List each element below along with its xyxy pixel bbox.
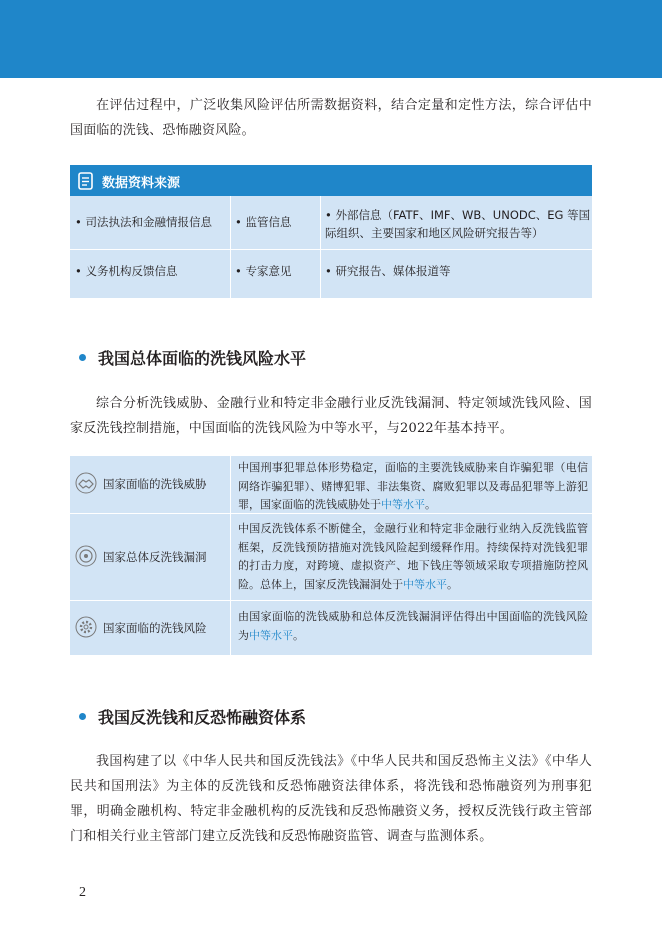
section-heading-text: 我国总体面临的洗钱风险水平 bbox=[98, 349, 307, 368]
divider bbox=[230, 456, 231, 655]
risk-level-paragraph: 综合分析洗钱威胁、金融行业和特定非金融行业反洗钱漏洞、特定领域洗钱风险、国家反洗钱控制措施，中国面临的洗钱风险为中等水平，与2022年基本持平。 bbox=[70, 396, 592, 436]
data-sources-header bbox=[70, 165, 592, 196]
source-expert: • 专家意见 bbox=[235, 264, 292, 278]
risk-text-end: 。 bbox=[425, 498, 436, 511]
risk-text: 中国刑事犯罪总体形势稳定，面临的主要洗钱威胁来自诈骗犯罪（电信网络诈骗犯罪）、赌博犯罪、非法集资、腐败犯罪以及毒品犯罪等上游犯罪，国家面临的洗钱威胁处于 bbox=[238, 461, 588, 511]
aml-system-paragraph: 我国构建了以《中华人民共和国反洗钱法》《中华人民共和国反恐怖主义法》《中华人民共和国刑法》为主体的反洗钱和反恐怖融资法律体系，将洗钱和恐怖融资列为刑事犯罪，明确金融机构、特定非金融机构的反洗钱和反恐怖融资义务，授权反洗钱行政主管部门和相关行业主管部门建立反洗钱和反恐怖融资监管、调查与监测体系。 bbox=[70, 754, 592, 844]
risk-level-highlight: 中等水平 bbox=[381, 498, 425, 511]
page-number: 2 bbox=[79, 885, 86, 900]
divider bbox=[320, 196, 321, 298]
bullet-dot bbox=[79, 713, 86, 720]
section-heading-risk-level bbox=[79, 346, 306, 369]
vault-icon bbox=[74, 544, 98, 568]
risk-label: 国家总体反洗钱漏洞 bbox=[103, 550, 207, 564]
risk-text: 由国家面临的洗钱威胁和总体反洗钱漏洞评估得出中国面临的洗钱风险为 bbox=[238, 610, 588, 642]
risk-table bbox=[70, 456, 592, 655]
header-band bbox=[0, 0, 662, 78]
source-obligated-institutions: • 义务机构反馈信息 bbox=[75, 264, 178, 278]
risk-text: 中国反洗钱体系不断健全，金融行业和特定非金融行业纳入反洗钱监管框架，反洗钱预防措施对洗钱风险起到缓释作用。持续保持对洗钱犯罪的打击力度，对跨境、虚拟资产、地下钱庄等领域采取专项措施防控风险。总体上，国家反洗钱漏洞处于 bbox=[238, 522, 588, 591]
intro-paragraph: 在评估过程中，广泛收集风险评估所需数据资料，结合定量和定性方法，综合评估中国面临的洗钱、恐怖融资风险。 bbox=[70, 98, 592, 138]
risk-description bbox=[238, 608, 588, 645]
risk-label: 国家面临的洗钱威胁 bbox=[103, 477, 207, 491]
risk-row-label-cell bbox=[70, 456, 230, 513]
document-icon bbox=[77, 171, 95, 191]
divider bbox=[230, 196, 231, 298]
source-research-media: • 研究报告、媒体报道等 bbox=[325, 264, 451, 278]
risk-description bbox=[238, 520, 588, 594]
source-judicial: • 司法执法和金融情报信息 bbox=[75, 215, 212, 229]
bullet-dot bbox=[79, 354, 86, 361]
source-regulatory: • 监管信息 bbox=[235, 215, 292, 229]
data-sources-box bbox=[70, 165, 592, 298]
risk-text-end: 。 bbox=[293, 628, 304, 642]
gear-icon bbox=[74, 615, 98, 639]
section-heading-aml-system bbox=[79, 705, 306, 728]
section-heading-text: 我国反洗钱和反恐怖融资体系 bbox=[98, 708, 307, 727]
risk-level-highlight: 中等水平 bbox=[249, 628, 293, 642]
risk-description bbox=[238, 459, 588, 515]
data-sources-title: 数据资料来源 bbox=[102, 176, 181, 191]
divider bbox=[70, 249, 592, 250]
risk-row-label-cell bbox=[70, 600, 230, 655]
handshake-icon bbox=[74, 471, 98, 495]
risk-row-label-cell bbox=[70, 513, 230, 600]
source-external: • 外部信息（FATF、IMF、WB、UNODC、EG 等国际组织、主要国家和地区风险研究报告等） bbox=[325, 208, 591, 240]
risk-level-highlight: 中等水平 bbox=[403, 577, 447, 591]
risk-label: 国家面临的洗钱风险 bbox=[103, 621, 207, 635]
risk-text-end: 。 bbox=[447, 577, 458, 591]
